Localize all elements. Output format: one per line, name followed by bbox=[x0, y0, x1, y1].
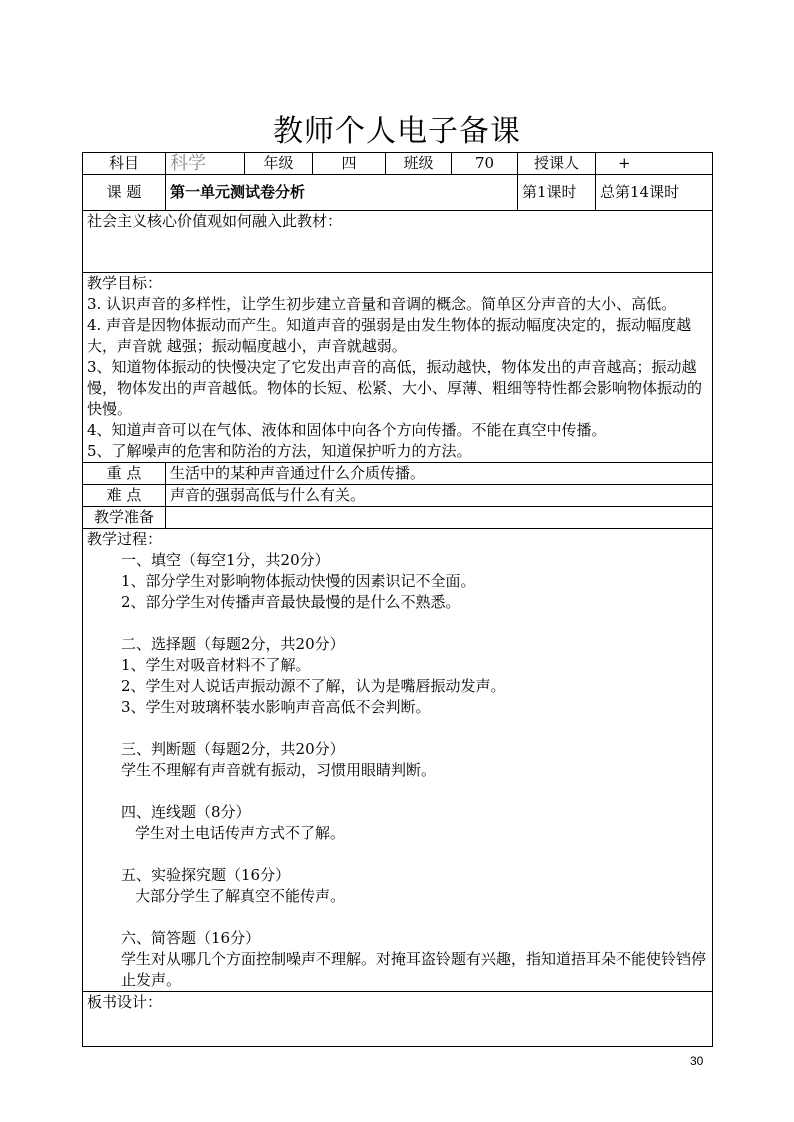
page-number: 30 bbox=[690, 1054, 704, 1068]
key-point-row bbox=[83, 463, 713, 485]
process-line: 1、部分学生对影响物体振动快慢的因素识记不全面。 bbox=[121, 572, 476, 590]
objective-item: 3. 认识声音的多样性，让学生初步建立音量和音调的概念。简单区分声音的大小、高低。 bbox=[87, 295, 677, 313]
values-row bbox=[83, 211, 713, 273]
header-row bbox=[83, 153, 713, 175]
objectives-label: 教学目标： bbox=[87, 274, 163, 292]
preparation-label: 教学准备 bbox=[83, 507, 166, 529]
objective-item: 3、知道物体振动的快慢决定了它发出声音的高低，振动越快，物体发出的声音越高；振动越慢，物体发出的声音越低。物体的长短、松紧、大小、厚薄、粗细等特性都会影响物体振动的快慢。 bbox=[87, 358, 703, 418]
teacher-value: + bbox=[596, 153, 713, 175]
period-value: 第1课时 bbox=[518, 175, 596, 211]
subject-label: 科目 bbox=[83, 153, 166, 175]
teacher-label: 授课人 bbox=[518, 153, 596, 175]
key-point-value: 生活中的某种声音通过什么介质传播。 bbox=[166, 463, 713, 485]
process-line: 2、部分学生对传播声音最快最慢的是什么不熟悉。 bbox=[121, 593, 461, 611]
process-label: 教学过程： bbox=[87, 530, 163, 548]
process-heading: 二、选择题（每题2分，共20分） bbox=[121, 635, 345, 653]
difficulty-value: 声音的强弱高低与什么有关。 bbox=[166, 485, 713, 507]
lesson-plan-table bbox=[82, 152, 713, 1047]
process-heading: 六、简答题（16分） bbox=[121, 929, 261, 947]
objective-item: 4. 声音是因物体振动而产生。知道声音的强弱是由发生物体的振动幅度决定的，振动幅度越大，声音就 越强；振动幅度越小，声音就越弱。 bbox=[87, 316, 692, 355]
grade-label: 年级 bbox=[245, 153, 313, 175]
process-line: 大部分学生了解真空不能传声。 bbox=[135, 887, 346, 905]
preparation-value bbox=[166, 507, 713, 529]
values-prompt: 社会主义核心价值观如何融入此教材： bbox=[83, 211, 713, 273]
key-point-label: 重 点 bbox=[83, 463, 166, 485]
process-heading: 四、连线题（8分） bbox=[121, 803, 251, 821]
page-title: 教师个人电子备课 bbox=[273, 114, 521, 149]
process-line: 学生对从哪几个方面控制噪声不理解。对掩耳盗铃题有兴趣，指知道捂耳朵不能使铃铛停止发声。 bbox=[121, 950, 707, 989]
topic-value: 第一单元测试卷分析 bbox=[166, 175, 518, 211]
process-heading: 三、判断题（每题2分，共20分） bbox=[121, 740, 345, 758]
class-value: 70 bbox=[452, 153, 518, 175]
objective-item: 4、知道声音可以在气体、液体和固体中向各个方向传播。不能在真空中传播。 bbox=[87, 421, 607, 439]
grade-value: 四 bbox=[313, 153, 386, 175]
total-period-value: 总第14课时 bbox=[596, 175, 713, 211]
process-line: 3、学生对玻璃杯装水影响声音高低不会判断。 bbox=[121, 698, 431, 716]
topic-row bbox=[83, 175, 713, 211]
process-heading: 一、填空（每空1分，共20分） bbox=[121, 551, 330, 569]
process-line: 学生不理解有声音就有振动，习惯用眼睛判断。 bbox=[121, 761, 437, 779]
preparation-row bbox=[83, 507, 713, 529]
process-line: 2、学生对人说话声振动源不了解，认为是嘴唇振动发声。 bbox=[121, 677, 506, 695]
process-heading: 五、实验探究题（16分） bbox=[121, 866, 291, 884]
class-label: 班级 bbox=[386, 153, 452, 175]
blackboard-row bbox=[83, 992, 713, 1047]
blackboard-label: 板书设计： bbox=[83, 992, 713, 1047]
objective-item: 5、了解噪声的危害和防治的方法，知道保护听力的方法。 bbox=[87, 442, 472, 460]
process-line: 1、学生对吸音材料不了解。 bbox=[121, 656, 311, 674]
subject-value: 科学 bbox=[166, 153, 245, 175]
difficulty-label: 难 点 bbox=[83, 485, 166, 507]
process-cell bbox=[83, 529, 713, 992]
difficulty-row bbox=[83, 485, 713, 507]
topic-label: 课 题 bbox=[83, 175, 166, 211]
objectives-cell bbox=[83, 273, 713, 463]
objectives-row bbox=[83, 273, 713, 463]
process-row bbox=[83, 529, 713, 992]
process-line: 学生对土电话传声方式不了解。 bbox=[135, 824, 346, 842]
